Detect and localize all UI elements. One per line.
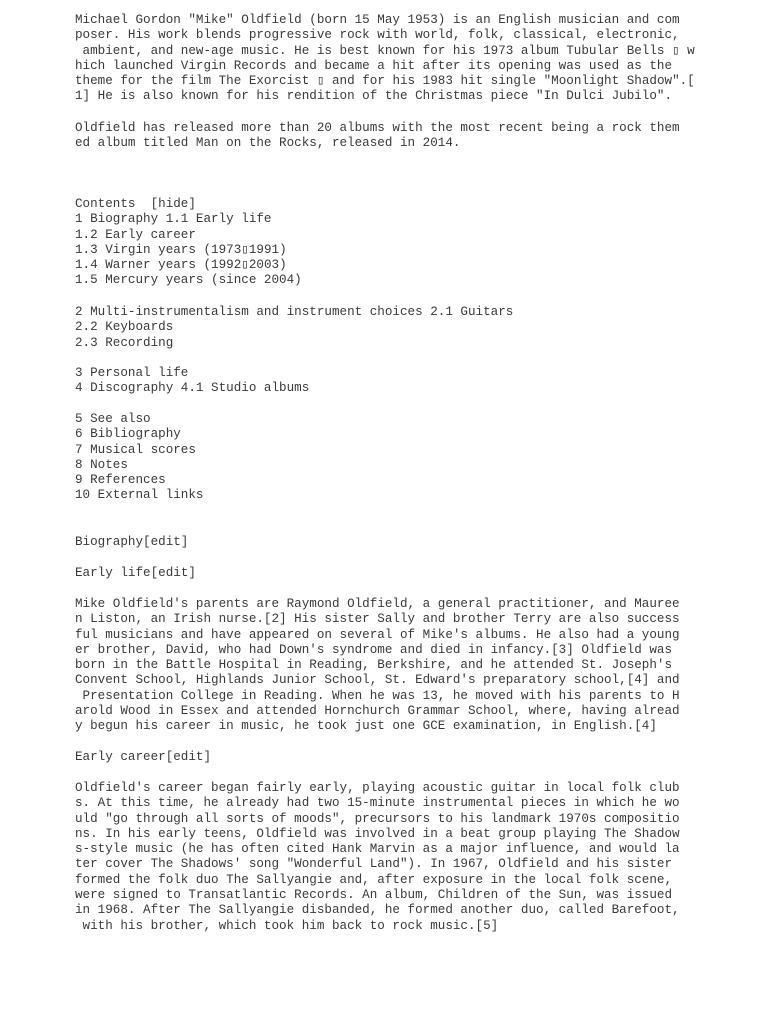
toc-item: 7 Musical scores xyxy=(75,442,196,457)
text-line: hich launched Virgin Records and became a hit after its opening was used as the xyxy=(75,58,673,73)
text-line: were signed to Transatlantic Records. An album, Children of the Sun, was issued xyxy=(75,888,673,903)
text-line: s-style music (he has often cited Hank Marvin as a major influence, and would la xyxy=(75,842,680,857)
text-line: Mike Oldfield's parents are Raymond Oldfield, a general practitioner, and Mauree xyxy=(75,597,680,611)
text-line: formed the folk duo The Sallyangie and, after exposure in the local folk scene, xyxy=(75,872,673,887)
toc-item: 2.3 Recording xyxy=(75,335,174,350)
toc-title: Contents [hide] xyxy=(75,197,196,211)
text-line: 1] He is also known for his rendition of the Christmas piece "In Dulci Jubilo". xyxy=(75,89,673,104)
text-line: with his brother, which took him back to rock music.[5] xyxy=(75,918,499,933)
toc-item: 6 Bibliography xyxy=(75,427,181,442)
text-line: ambient, and new-age music. He is best known for his 1973 album Tubular Bells ▯ w xyxy=(75,43,695,58)
toc-item: 1 Biography 1.1 Early life xyxy=(75,212,272,227)
toc-group-2 xyxy=(75,305,695,351)
biography-heading xyxy=(75,535,695,550)
toc-item: 1.4 Warner years (1992▯2003) xyxy=(75,258,287,273)
toc-item: 2.2 Keyboards xyxy=(75,320,174,335)
text-line: arold Wood in Essex and attended Hornchurch Grammar School, where, having alread xyxy=(75,704,680,719)
early-career-heading xyxy=(75,750,695,765)
text-line: Convent School, Highlands Junior School, St. Edward's preparatory school,[4] and xyxy=(75,673,680,688)
text-line: poser. His work blends progressive rock with world, folk, classical, electronic, xyxy=(75,28,680,43)
early-life-heading xyxy=(75,566,695,581)
text-line: theme for the film The Exorcist ▯ and for his 1983 hit single "Moonlight Shadow".[ xyxy=(75,74,695,89)
section-heading: Early career[edit] xyxy=(75,750,212,764)
toc-item: 1.2 Early career xyxy=(75,227,196,242)
text-line: Oldfield has released more than 20 albums with the most recent being a rock them xyxy=(75,121,680,135)
toc-item: 10 External links xyxy=(75,488,204,503)
text-line: Oldfield's career began fairly early, playing acoustic guitar in local folk club xyxy=(75,781,680,795)
section-heading: Early life[edit] xyxy=(75,566,196,580)
toc-item: 2 Multi-instrumentalism and instrument choices 2.1 Guitars xyxy=(75,305,514,319)
toc-group-4 xyxy=(75,412,695,504)
toc-item: 5 See also xyxy=(75,412,151,426)
toc-item: 1.3 Virgin years (1973▯1991) xyxy=(75,242,287,257)
toc-item: 3 Personal life xyxy=(75,366,189,380)
early-career-paragraph xyxy=(75,781,695,934)
text-line: born in the Battle Hospital in Reading, Berkshire, and he attended St. Joseph's xyxy=(75,658,673,673)
toc-item: 1.5 Mercury years (since 2004) xyxy=(75,273,302,288)
intro-paragraph-2 xyxy=(75,121,695,152)
text-line: ns. In his early teens, Oldfield was involved in a beat group playing The Shadow xyxy=(75,826,680,841)
toc-item: 4 Discography 4.1 Studio albums xyxy=(75,381,310,396)
text-line: s. At this time, he already had two 15-minute instrumental pieces in which he wo xyxy=(75,796,680,811)
text-line: ed album titled Man on the Rocks, released in 2014. xyxy=(75,136,461,151)
toc-group-3 xyxy=(75,366,695,397)
text-line: y begun his career in music, he took just one GCE examination, in English.[4] xyxy=(75,719,657,734)
table-of-contents xyxy=(75,197,695,289)
intro-paragraph-1 xyxy=(75,13,695,105)
text-line: ful musicians and have appeared on several of Mike's albums. He also had a young xyxy=(75,627,680,642)
toc-item: 9 References xyxy=(75,473,166,488)
text-line: in 1968. After The Sallyangie disbanded, he formed another duo, called Barefoot, xyxy=(75,903,680,918)
toc-item: 8 Notes xyxy=(75,457,128,472)
early-life-paragraph xyxy=(75,597,695,735)
text-line: n Liston, an Irish nurse.[2] His sister Sally and brother Terry are also success xyxy=(75,612,680,627)
text-line: Michael Gordon "Mike" Oldfield (born 15 May 1953) is an English musician and com xyxy=(75,13,680,27)
text-line: ter cover The Shadows' song "Wonderful Land"). In 1967, Oldfield and his sister xyxy=(75,857,673,872)
text-line: uld "go through all sorts of moods", precursors to his landmark 1970s compositio xyxy=(75,811,680,826)
text-line: Presentation College in Reading. When he was 13, he moved with his parents to H xyxy=(75,688,680,703)
text-line: er brother, David, who had Down's syndrome and died in infancy.[3] Oldfield was xyxy=(75,642,673,657)
section-heading: Biography[edit] xyxy=(75,535,189,549)
